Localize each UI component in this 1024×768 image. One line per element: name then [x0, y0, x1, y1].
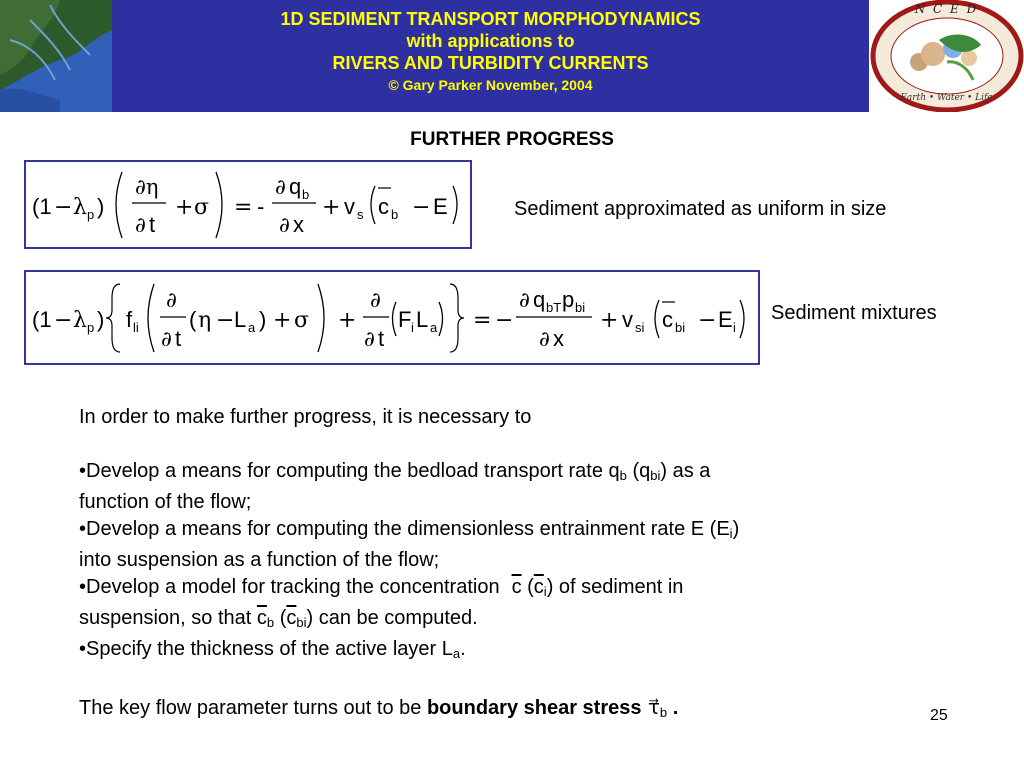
bullet-concentration-tail: of sediment in — [558, 576, 684, 598]
svg-text:E: E — [718, 307, 733, 332]
svg-text:F: F — [398, 307, 412, 332]
bullet-concentration-line2-text: suspension, so that — [79, 607, 252, 629]
svg-text:): ) — [97, 307, 105, 332]
svg-text:L: L — [416, 307, 429, 332]
svg-text:−: − — [54, 195, 73, 220]
svg-text:∂η: ∂η — [135, 175, 159, 199]
bullet-concentration: •Develop a model for tracking the concentration $\overline{c}$ $(\overline{c}_i)$ of sediment in — [79, 576, 684, 599]
svg-text:−: − — [495, 308, 514, 333]
bullet-concentration-text: •Develop a model for tracking the concentration — [79, 576, 500, 598]
svg-text:bi: bi — [675, 320, 686, 335]
svg-text:∂: ∂ — [539, 327, 550, 351]
svg-text:(: ( — [189, 307, 197, 332]
svg-text:si: si — [635, 320, 645, 335]
svg-text:−: − — [54, 308, 73, 333]
svg-text:t: t — [378, 326, 385, 351]
bullet-concentration-line2-tail: can be computed. — [318, 607, 478, 629]
svg-text:(1: (1 — [32, 307, 52, 332]
svg-text:-: - — [257, 194, 265, 219]
bullet-entrainment-line2: into suspension as a function of the flow; — [79, 549, 440, 571]
delta-image-graphic — [0, 0, 112, 112]
delta-satellite-image — [0, 0, 112, 112]
svg-text:+: + — [338, 308, 357, 333]
equation-mixtures-label: Sediment mixtures — [771, 302, 937, 324]
header-copyright: © Gary Parker November, 2004 — [388, 77, 593, 93]
svg-text:p: p — [87, 207, 95, 222]
svg-text:∂: ∂ — [275, 175, 286, 199]
svg-text:=: = — [473, 308, 492, 333]
key-parameter-bold: boundary shear stress — [426, 697, 642, 719]
svg-text:−: − — [412, 195, 431, 220]
bullet-active-layer: •Specify the thickness of the active layer $L_a$. — [79, 638, 466, 661]
header-title-line2: with applications to — [406, 31, 575, 51]
svg-text:+: + — [322, 195, 341, 220]
key-parameter-text: The key flow parameter turns out to be — [79, 697, 427, 719]
svg-text:p: p — [87, 320, 95, 335]
svg-text:q: q — [533, 287, 546, 312]
svg-text:i: i — [411, 320, 414, 335]
svg-text:v: v — [344, 194, 355, 219]
slide-header — [0, 0, 1024, 112]
bullet-active-layer-text: •Specify the thickness of the active layer L — [79, 638, 453, 660]
slide-title: FURTHER PROGRESS — [410, 129, 614, 150]
svg-text:−: − — [216, 308, 235, 333]
svg-text:q: q — [289, 174, 302, 199]
svg-text:+: + — [600, 308, 619, 333]
svg-text:i: i — [733, 320, 736, 335]
logo-top-text: N C E D — [914, 2, 979, 16]
svg-text:f: f — [126, 307, 133, 332]
svg-text:bT: bT — [546, 300, 562, 315]
page-number: 25 — [930, 707, 948, 724]
svg-text:=: = — [234, 195, 253, 220]
bullet-concentration-line2: suspension, so that $\overline{c}_b$ $(\overline{c}_{bi})$ can be computed. — [79, 607, 478, 630]
svg-text:c: c — [662, 307, 673, 332]
svg-text:∂: ∂ — [370, 288, 381, 312]
svg-text:s: s — [357, 207, 364, 222]
bullet-bedload-text: •Develop a means for computing the bedload transport rate q — [79, 460, 620, 482]
svg-text:li: li — [133, 320, 139, 335]
bullet-entrainment: •Develop a means for computing the dimensionless entrainment rate E $(E_i)$ — [79, 518, 740, 541]
svg-text:−: − — [698, 308, 717, 333]
svg-text:∂: ∂ — [364, 327, 375, 351]
svg-text:∂: ∂ — [519, 288, 530, 312]
title-band — [112, 0, 869, 112]
header-title-line1: 1D SEDIMENT TRANSPORT MORPHODYNAMICS — [280, 9, 701, 29]
svg-text:): ) — [259, 307, 267, 332]
svg-text:+: + — [273, 308, 292, 333]
svg-text:): ) — [97, 194, 105, 219]
svg-text:E: E — [433, 194, 448, 219]
svg-text:v: v — [622, 307, 633, 332]
svg-text:a: a — [248, 320, 256, 335]
bullet-bedload-line2: function of the flow; — [79, 491, 252, 513]
svg-text:x: x — [553, 326, 564, 351]
nced-logo — [869, 0, 1024, 112]
equation-mixtures — [26, 272, 758, 363]
header-title-line3: RIVERS AND TURBIDITY CURRENTS — [332, 53, 649, 73]
svg-text:σ: σ — [194, 195, 210, 220]
svg-text:t: t — [149, 212, 156, 237]
svg-text:(1: (1 — [32, 194, 52, 219]
svg-text:c: c — [378, 194, 389, 219]
svg-text:x: x — [293, 212, 304, 237]
svg-text:b: b — [302, 187, 310, 202]
svg-text:σ: σ — [294, 308, 310, 333]
equation-uniform-label: Sediment approximated as uniform in size — [514, 198, 887, 220]
svg-text:bi: bi — [575, 300, 586, 315]
intro-text: In order to make further progress, it is necessary to — [79, 406, 532, 428]
svg-text:∂: ∂ — [279, 213, 290, 237]
svg-text:∂: ∂ — [166, 288, 177, 312]
bullet-entrainment-text: •Develop a means for computing the dimensionless entrainment rate E (E — [79, 518, 730, 540]
equation-uniform-box — [24, 160, 472, 249]
svg-text:a: a — [430, 320, 438, 335]
svg-text:∂: ∂ — [135, 213, 146, 237]
logo-bottom-text: Earth • Water • Life — [900, 93, 993, 103]
svg-text:∂: ∂ — [161, 327, 172, 351]
bullet-bedload: •Develop a means for computing the bedload transport rate $q_b$ $(q_{bi})$ as a — [79, 460, 711, 483]
svg-text:+: + — [175, 195, 194, 220]
svg-text:λ: λ — [73, 195, 87, 220]
key-parameter: The key flow parameter turns out to be boundary shear stress $\tau⃗_b$ . — [79, 695, 679, 720]
svg-text:L: L — [234, 307, 247, 332]
svg-text:t: t — [175, 326, 182, 351]
equation-uniform — [26, 162, 470, 247]
body-text — [79, 404, 959, 726]
svg-text:η: η — [198, 308, 212, 333]
svg-text:λ: λ — [73, 308, 87, 333]
svg-text:b: b — [391, 207, 399, 222]
svg-text:p: p — [562, 287, 575, 312]
equation-mixtures-box — [24, 270, 760, 365]
